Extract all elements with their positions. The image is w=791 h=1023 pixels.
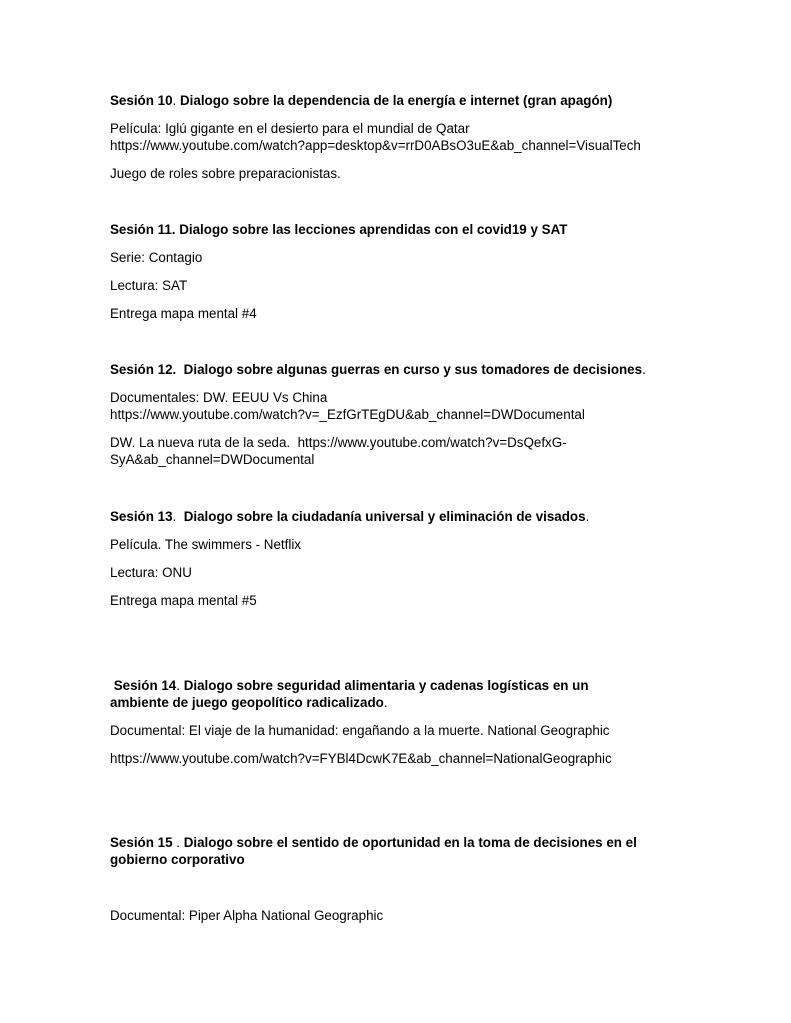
session-14-heading-punct: . <box>176 678 180 693</box>
session-15-heading-title: Dialogo sobre el sentido de oportunidad en la toma de decisiones en el <box>179 835 637 850</box>
session-10-heading-punct: . <box>172 93 177 108</box>
session-14-heading-title-cont: ambiente de juego geopolítico radicalizado <box>110 695 384 710</box>
session-13-heading <box>110 508 589 525</box>
session-13-reading: Lectura: ONU <box>110 565 192 580</box>
session-13-heading-punct: . <box>172 509 177 524</box>
session-13-heading-punct-end: . <box>585 509 590 524</box>
session-13-heading-title: Dialogo sobre la ciudadanía universal y eliminación de visados <box>176 509 586 524</box>
session-13-deliverable: Entrega mapa mental #5 <box>110 593 257 608</box>
session-11-series: Serie: Contagio <box>110 250 203 265</box>
session-12-link-1[interactable]: https://www.youtube.com/watch?v=_EzfGrTEgDU&ab_channel=DWDocumental <box>110 407 585 422</box>
session-11-heading: Sesión 11. Dialogo sobre las lecciones aprendidas con el covid19 y SAT <box>110 222 568 237</box>
session-12-heading <box>110 361 646 378</box>
session-14-heading-title: Dialogo sobre seguridad alimentaria y cadenas logísticas en un <box>179 678 589 693</box>
session-14-heading-part: Sesión 14 <box>110 678 177 693</box>
session-15-heading-line-2: gobierno corporativo <box>110 852 245 867</box>
session-13-heading-part: Sesión 13 <box>110 509 173 524</box>
session-10-heading-part: Sesión 10 <box>110 93 173 108</box>
session-10-heading-title: Dialogo sobre la dependencia de la energía e internet (gran apagón) <box>176 93 613 108</box>
session-11-reading: Lectura: SAT <box>110 278 188 293</box>
session-15-heading <box>110 834 637 851</box>
session-11-deliverable: Entrega mapa mental #4 <box>110 306 257 321</box>
session-14-heading-line-2 <box>110 694 388 711</box>
session-13-film: Película. The swimmers - Netflix <box>110 537 301 552</box>
session-10-heading <box>110 92 612 109</box>
session-15-heading-part: Sesión 15 <box>110 835 177 850</box>
session-12-heading-title: Sesión 12. Dialogo sobre algunas guerras en curso y sus tomadores de decisiones <box>110 362 643 377</box>
session-10-activity: Juego de roles sobre preparacionistas. <box>110 166 341 181</box>
session-14-heading-punct-end: . <box>383 695 388 710</box>
session-15-documentary: Documental: Piper Alpha National Geographic <box>110 908 384 923</box>
session-15-heading-punct: . <box>176 835 180 850</box>
session-14-heading <box>110 677 589 694</box>
session-12-documentary: Documentales: DW. EEUU Vs China <box>110 390 328 405</box>
session-10-link[interactable]: https://www.youtube.com/watch?app=desktop&v=rrD0ABsO3uE&ab_channel=VisualTech <box>110 138 641 153</box>
session-12-documentary-2[interactable]: DW. La nueva ruta de la seda. https://www.youtube.com/watch?v=DsQefxG- <box>110 435 567 450</box>
session-12-heading-punct: . <box>642 362 646 377</box>
session-10-film: Película: Iglú gigante en el desierto para el mundial de Qatar <box>110 121 470 136</box>
session-14-link[interactable]: https://www.youtube.com/watch?v=FYBl4DcwK7E&ab_channel=NationalGeographic <box>110 751 612 766</box>
session-14-documentary: Documental: El viaje de la humanidad: engañando a la muerte. National Geographic <box>110 723 610 738</box>
session-12-link-2-cont[interactable]: SyA&ab_channel=DWDocumental <box>110 452 315 467</box>
